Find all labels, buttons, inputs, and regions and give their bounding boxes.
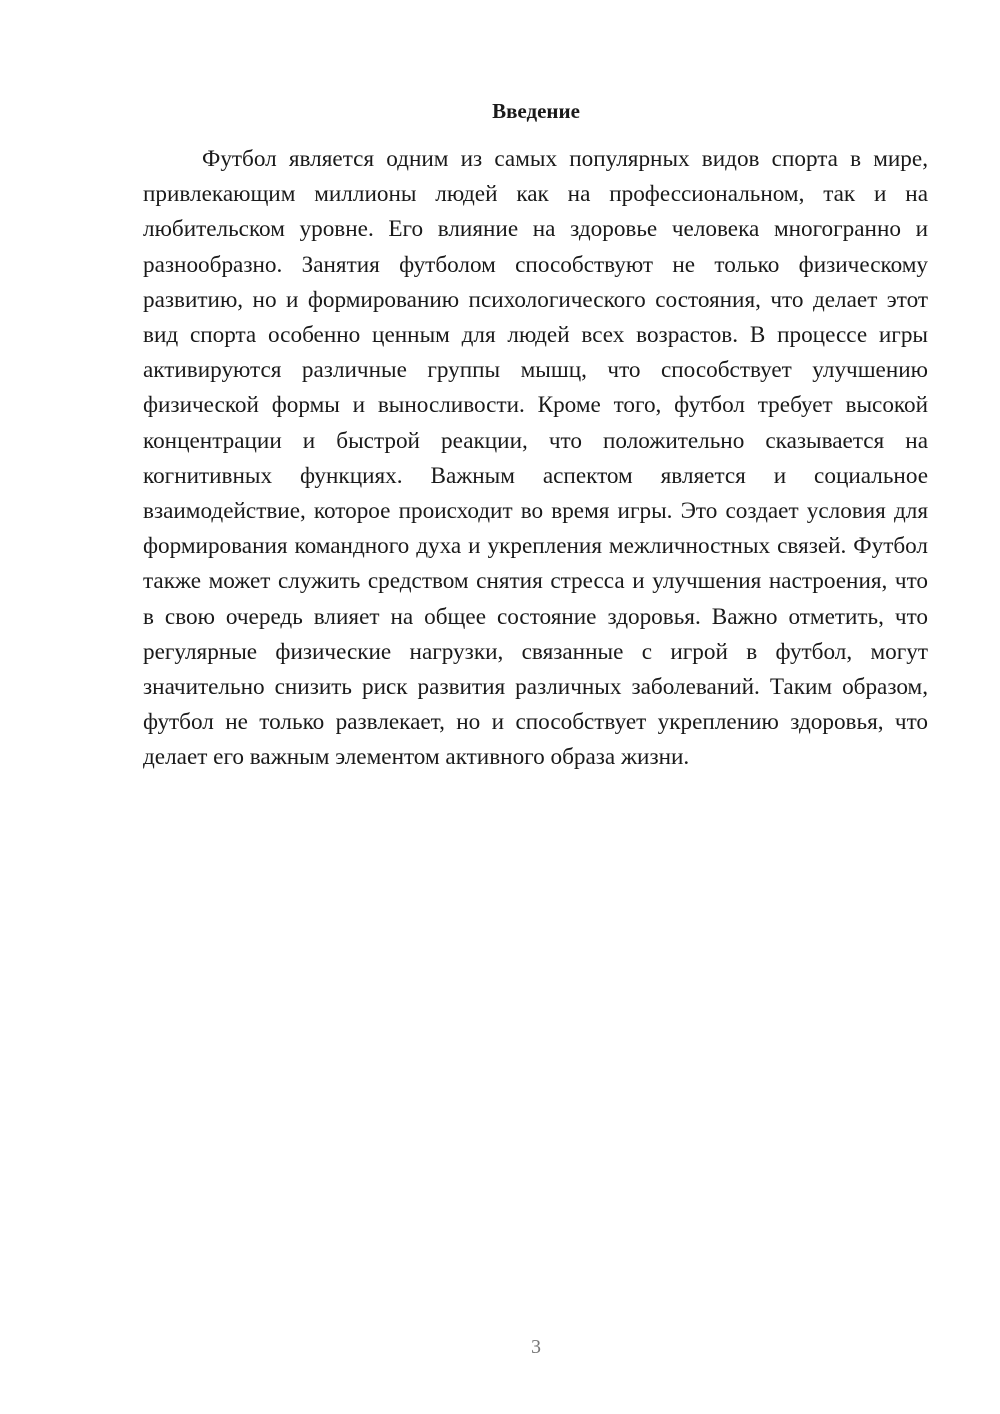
page-number: 3 [531,1336,541,1358]
body-paragraph: Футбол является одним из самых популярных видов спорта в мире, привлекающим миллионы людей как на профессиональном, так и на любительском уровне. Его влияние на здоровье человека многогранно и разнообразно. Занятия футболом способствуют не только физическому развитию, но и формированию психологического состояния, что делает этот вид спорта особенно ценным для людей всех возрастов. В процессе игры активируются различные группы мышц, что способствует улучшению физической формы и выносливости. Кроме того, футбол требует высокой концентрации и быстрой реакции, что положительно сказывается на когнитивных функциях. Важным аспектом является и социальное взаимодействие, которое происходит во время игры. Это создает условия для формирования командного духа и укрепления межличностных связей. Футбол также может служить средством снятия стресса и улучшения настроения, что в свою очередь влияет на общее состояние здоровья. Важно отметить, что регулярные физические нагрузки, связанные с игрой в футбол, могут значительно снизить риск развития различных заболеваний. Таким образом, футбол не только развлекает, но и способствует укреплению здоровья, что делает его важным элементом активного образа жизни. [143,146,928,771]
section-title: Введение [492,99,580,123]
